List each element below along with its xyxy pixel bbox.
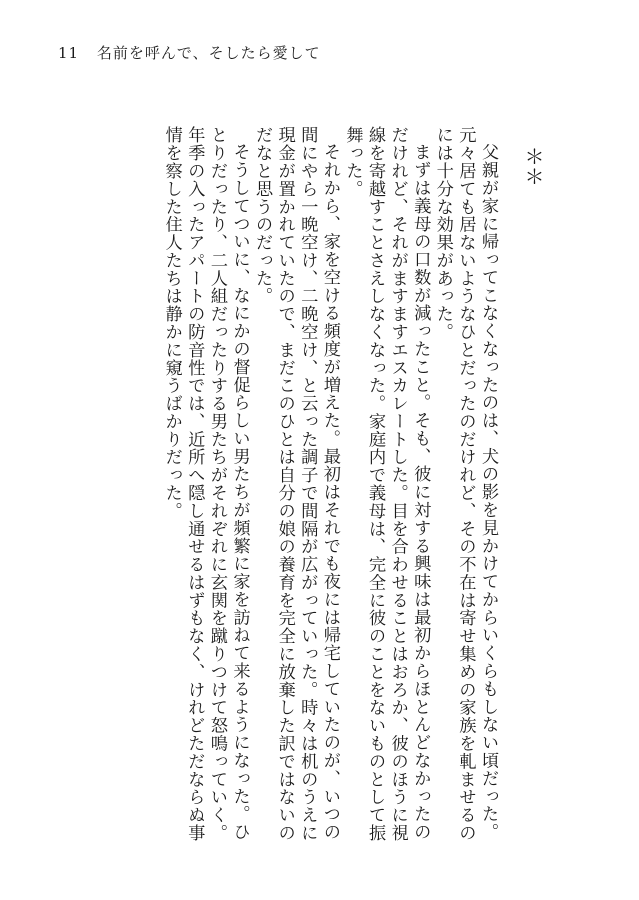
paragraph: それから、家を空ける頻度が増えた。最初はそれでも夜には帰宅していたのが、いつの間にやら一晩空け、二晩空け、と云った調子で間隔が広がっていった。時々は机のうえに現金が置かれていたので、まだこのひとは自分の娘の養育を完全に放棄した訳ではないのだなと思うのだった。 — [252, 126, 340, 842]
running-title: 名前を呼んで、そしたら愛して — [96, 44, 321, 62]
paragraph: まずは義母の口数が減ったこと。そも、彼に対する興味は最初からほとんどなかったのだけれど、それがますますエスカレートした。目を合わせることはおろか、彼のほうに視線を寄越すことさえしなくなった。家庭内で義母は、完全に彼のことをないものとして振舞った。 — [342, 126, 431, 842]
page-number: 11 — [58, 44, 80, 62]
paragraph: 父親が家に帰ってこなくなったのは、犬の影を見かけてからいくらもしない頃だった。元々居ても居ないようなひとだったのだけれど、その不在は寄せ集めの家族を軋ませるのには十分な効果があった。 — [432, 126, 498, 842]
vertical-body-text — [99, 126, 499, 846]
running-header — [58, 42, 321, 63]
paragraph: そうしてついに、なにかの督促らしい男たちが頻繁に家を訪ねて来るようになった。ひとりだったり、二人組だったりする男たちがそれぞれに玄関を蹴りつけて怒鳴っていく。年季の入ったアパートの防音性では、近所へ隠し通せるはずもなく、けれどただならぬ事情を察した住人たちは静かに窺うばかりだった。 — [161, 126, 250, 842]
section-break-mark: ＊＊ — [521, 146, 545, 186]
